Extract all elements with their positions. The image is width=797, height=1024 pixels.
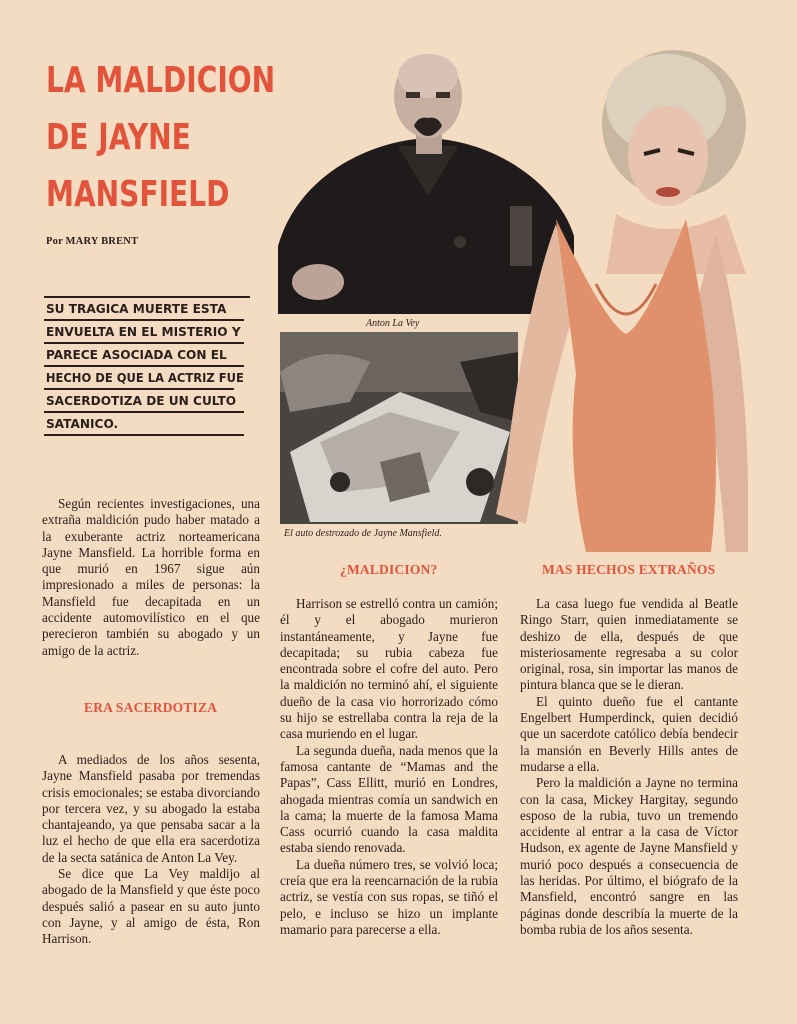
deck-line: HECHO DE QUE LA ACTRIZ FUE — [44, 367, 234, 390]
title-line-1: LA MALDICION — [46, 60, 276, 101]
column-1-body — [42, 752, 260, 948]
caption-car: El auto destrozado de Jayne Mansfield. — [284, 528, 442, 539]
paragraph: La segunda dueña, nada menos que la famosa cantante de “Mamas and the Papas”, Cass Ellitt, murió en Londres, ahogada mientras comía un sandwich en la cama; la muerte de la famosa Mama Cass ocurrió cuando la casa maldita estaba siendo renovada. — [280, 742, 498, 856]
subhead-mas-hechos-extranos: MAS HECHOS EXTRAÑOS — [542, 562, 716, 577]
paragraph: Harrison se estrelló contra un camión; él y el abogado murieron instantáneamente, y Jayne fue decapitada; su rubia cabeza fue encontrada sobre el cofre del auto. Pero la maldición no terminó ahí, el siguiente dueño de la casa vio horrorizado cómo su hijo se estrellaba contra la reja de la casa muriendo en el lugar. — [280, 596, 498, 742]
paragraph: Pero la maldición a Jayne no termina con la casa, Mickey Hargitay, segundo esposo de la rubia, tuvo un tremendo accidente al entrar a la casa de Víctor Hudson, ex agente de Jayne Mansfield y murió poco después a consecuencia de las heridas. Por último, el biógrafo de la Mansfield, encontró sangre en las páginas donde describía la muerte de la bomba rubia de los años sesenta. — [520, 775, 738, 937]
paragraph: La casa luego fue vendida al Beatle Ringo Starr, quien inmediatamente se deshizo de ella, después de que misteriosamente regresaba a su color original, rosa, sin importar las manos de pintura blanca que se le dieran. — [520, 596, 738, 693]
paragraph: A mediados de los años sesenta, Jayne Mansfield pasaba por tremendas crisis emocionales; se estaba divorciando por tercera vez, y su abogado la estaba chantajeando, ya que pensaba sacar a la luz el hecho de que ella era sacerdotiza de la secta satánica de Anton La Vey. — [42, 752, 260, 865]
subhead-maldicion: ¿MALDICION? — [340, 562, 438, 577]
paragraph: El quinto dueño fue el cantante Engelbert Humperdinck, quien decidió que un sacerdote católico debía bendecir la mansión en Beverly Hills antes de mudarse a ella. — [520, 693, 738, 774]
deck-line: ENVUELTA EN EL MISTERIO Y — [44, 321, 244, 344]
column-3-body — [520, 596, 738, 938]
caption-lavey: Anton La Vey — [366, 318, 420, 329]
deck-summary — [44, 296, 250, 436]
paragraph: Según recientes investigaciones, una extraña maldición pudo haber matado a la exuberante actriz norteamericana Jayne Mansfield. La horrible forma en que murió en 1967 sigue aún impresionado a miles de personas: la Mansfield fue decapitada en un accidente automovilístico en el que perecieron también su abogado y un amigo de la actriz. — [42, 496, 260, 658]
title-line-2: DE JAYNE — [46, 117, 191, 158]
paragraph: La dueña número tres, se volvió loca; creía que era la reencarnación de la rubia actriz, se vestía con sus ropas, se tiñó el pelo, e incluso se hizo un implante mamario para parecerse a ella. — [280, 856, 498, 937]
deck-line: SACERDOTIZA DE UN CULTO — [44, 390, 244, 413]
column-2-body — [280, 596, 498, 938]
intro-text — [42, 496, 260, 659]
subhead-era-sacerdotiza: ERA SACERDOTIZA — [84, 700, 218, 715]
article-title — [46, 52, 276, 223]
title-line-3: MANSFIELD — [46, 174, 230, 215]
deck-line: SU TRAGICA MUERTE ESTA — [44, 298, 244, 321]
paragraph: Se dice que La Vey maldijo al abogado de la Mansfield y que éste poco después salió a pasear en su auto junto con Jayne, y al amigo de ésta, Ron Harrison. — [42, 866, 260, 947]
deck-line: PARECE ASOCIADA CON EL — [44, 344, 244, 367]
photo-jayne-mansfield — [496, 44, 752, 552]
deck-line: SATANICO. — [44, 413, 244, 436]
byline: Por MARY BRENT — [46, 236, 139, 247]
photo-destroyed-car — [280, 332, 518, 524]
